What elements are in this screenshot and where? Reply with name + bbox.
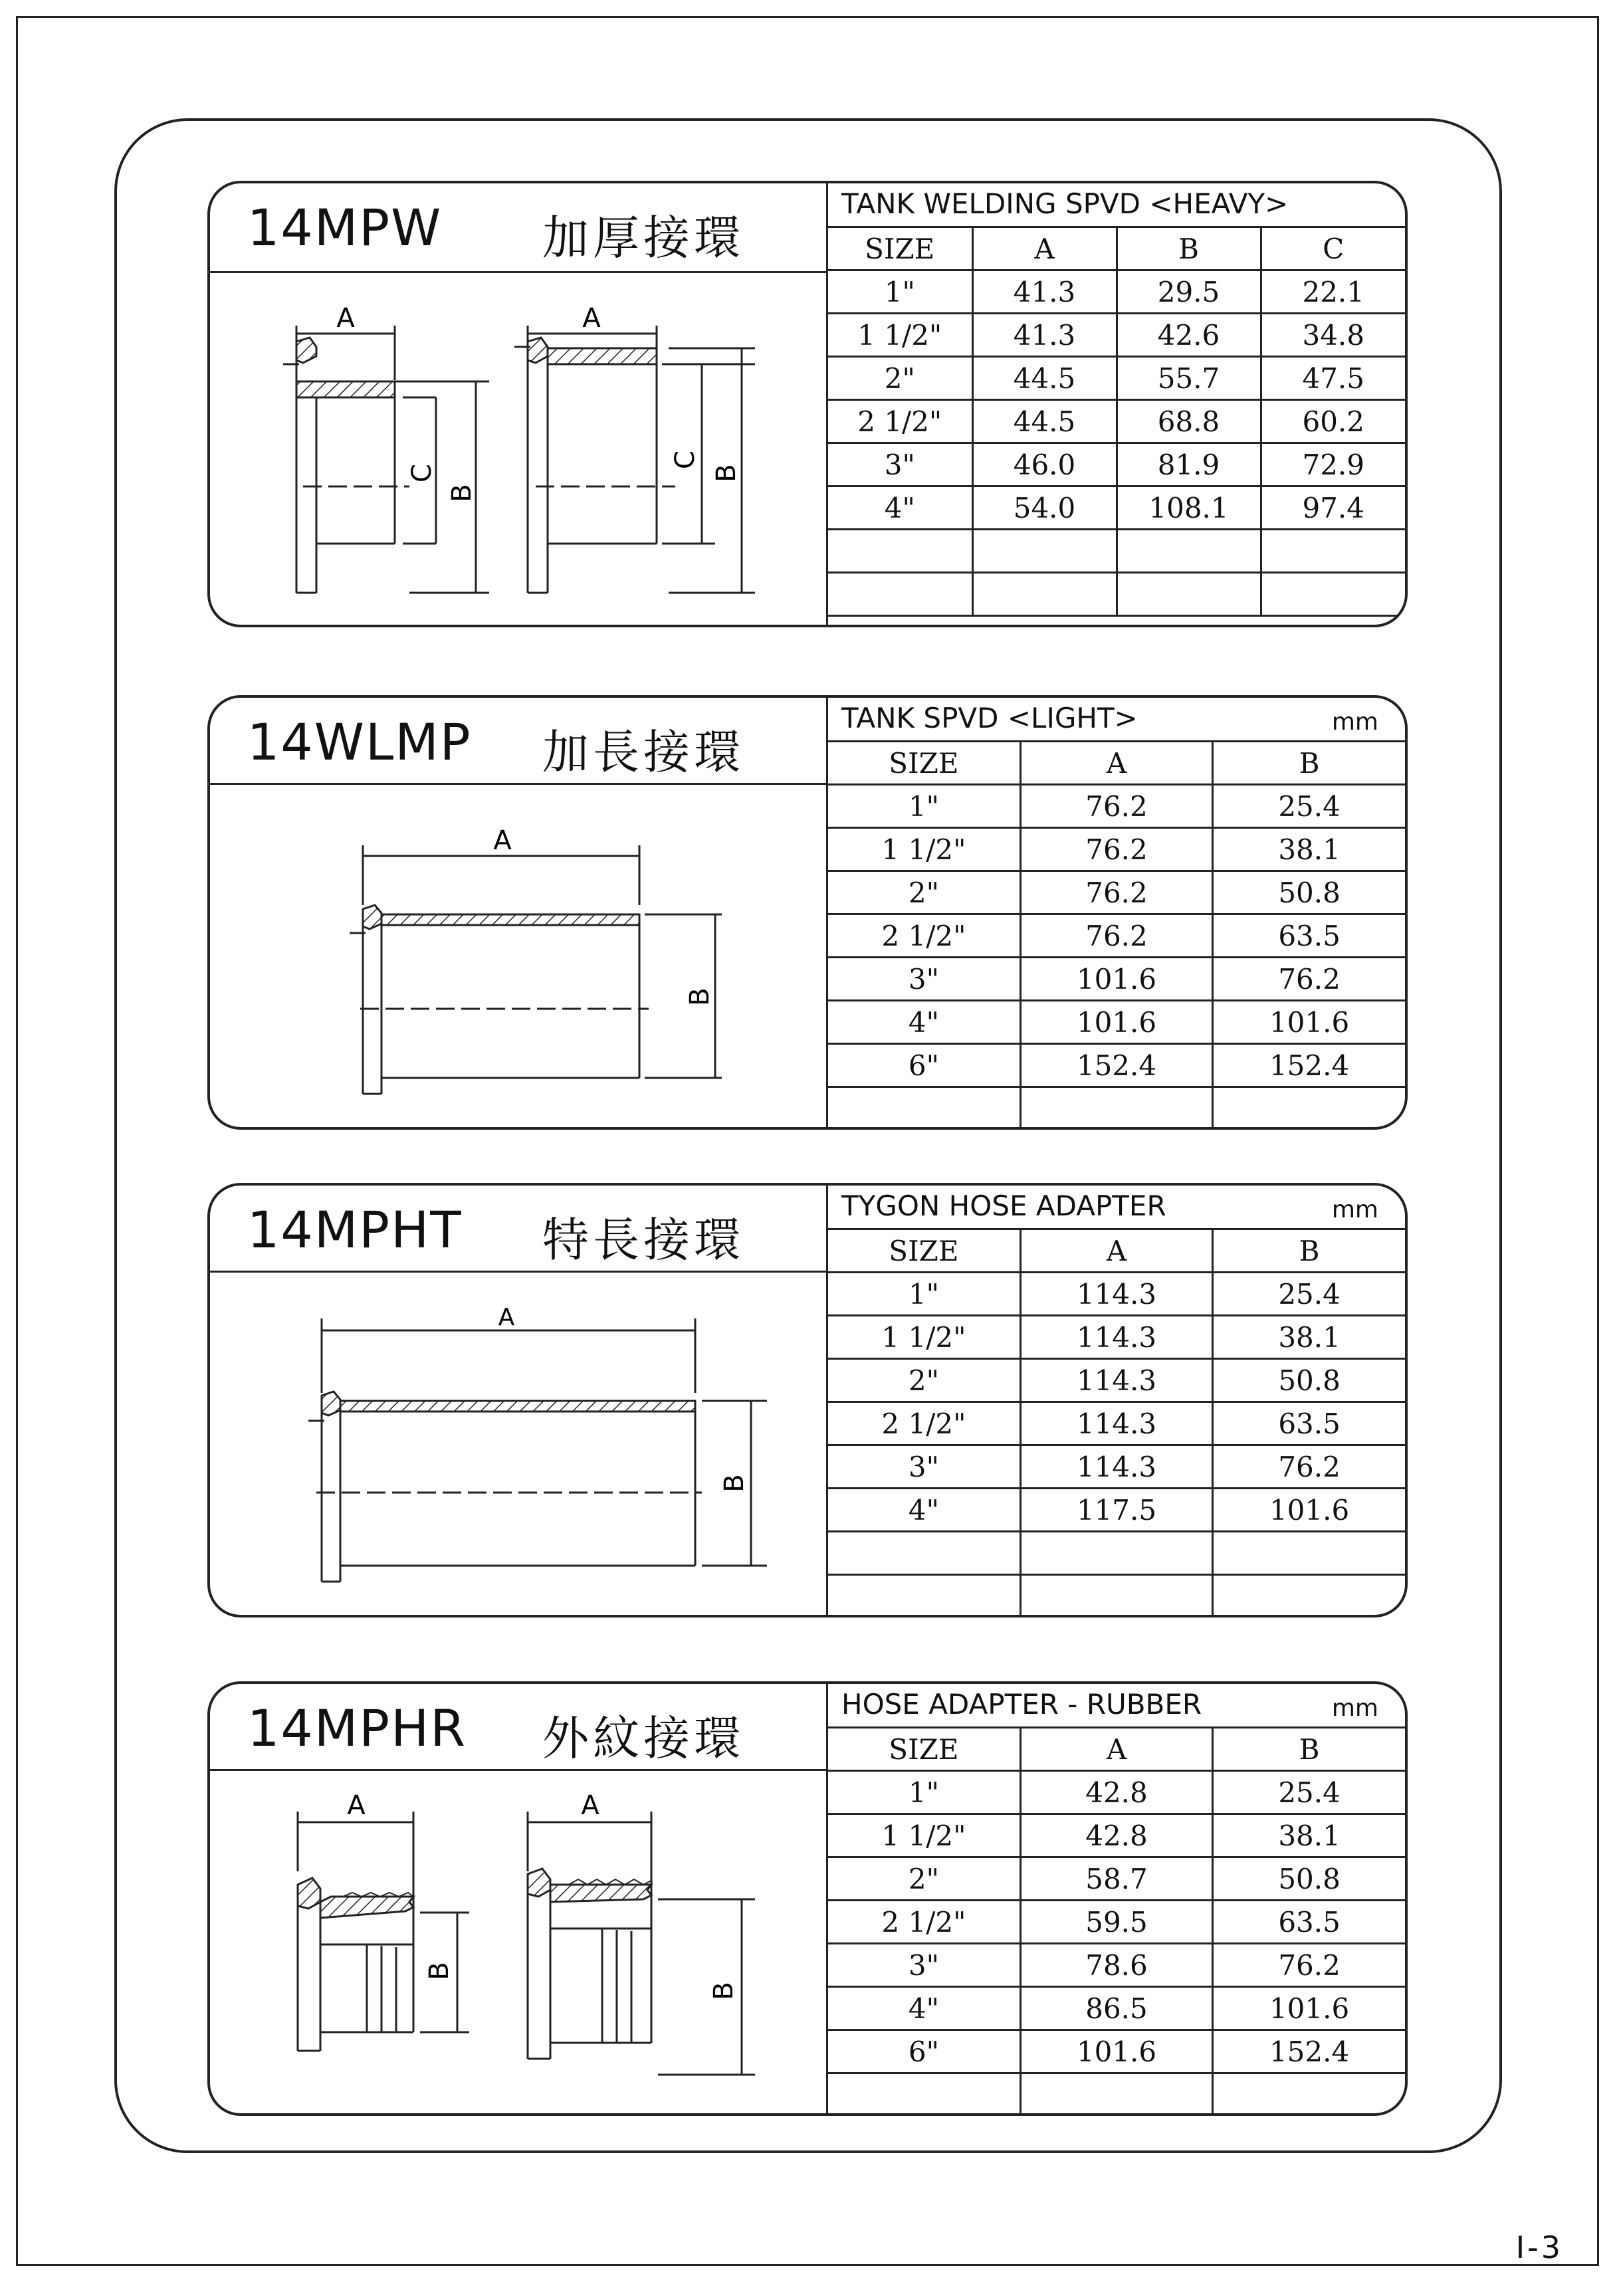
- table-cell: 25.4: [1213, 1273, 1405, 1316]
- column-header: B: [1213, 742, 1405, 785]
- table-cell: 60.2: [1261, 400, 1405, 443]
- table-row: [828, 1402, 1405, 1445]
- table-cell: 2 1/2": [828, 1402, 1020, 1445]
- table-cell: 22.1: [1261, 270, 1405, 314]
- table-cell: 3": [828, 1445, 1020, 1489]
- unit-label: mm: [1331, 1196, 1378, 1223]
- table-cell: [1117, 530, 1261, 573]
- table-cell: 2 1/2": [828, 400, 972, 443]
- table-title: TANK WELDING SPVD <HEAVY>: [841, 187, 1289, 220]
- table-cell: 4": [828, 1987, 1020, 2030]
- table-cell: 63.5: [1213, 1901, 1405, 1944]
- table-cell: 3": [828, 958, 1020, 1001]
- table-row: [828, 1273, 1405, 1316]
- model-code: 14MPHR: [247, 1699, 467, 1758]
- table-cell: [1213, 2073, 1405, 2117]
- column-header: A: [1020, 1229, 1212, 1273]
- dim-label-a: A: [336, 303, 355, 334]
- column-header: B: [1213, 1728, 1405, 1771]
- table-cell: 50.8: [1213, 871, 1405, 914]
- table-cell: [1020, 1532, 1212, 1575]
- table-cell: 68.8: [1117, 400, 1261, 443]
- table-cell: 76.2: [1020, 828, 1212, 871]
- technical-drawing: [210, 1273, 828, 1616]
- table-cell: 58.7: [1020, 1857, 1212, 1901]
- column-header: SIZE: [828, 742, 1020, 785]
- table-cell: [972, 573, 1117, 616]
- model-name-cn: 外紋接環: [542, 1711, 744, 1766]
- dim-label-b-2: B: [711, 464, 742, 482]
- table-cell: 63.5: [1213, 1402, 1405, 1445]
- table-cell: 1": [828, 1273, 1020, 1316]
- table-row: [828, 314, 1405, 357]
- table-row: [828, 1857, 1405, 1901]
- table-cell: 72.9: [1261, 443, 1405, 486]
- table-cell: 54.0: [972, 486, 1117, 530]
- table-header-row: [828, 1728, 1405, 1771]
- table-title: HOSE ADAPTER - RUBBER: [841, 1688, 1202, 1721]
- table-cell: 55.7: [1117, 357, 1261, 400]
- product-panel-14mpw: [207, 181, 1408, 627]
- table-cell: [1213, 1532, 1405, 1575]
- table-cell: [1020, 1575, 1212, 1618]
- fitting-drawing-14mpht: [210, 1273, 828, 1616]
- table-cell: 76.2: [1213, 958, 1405, 1001]
- table-row: [828, 443, 1405, 486]
- dim-label-b: B: [447, 484, 477, 502]
- table-cell: 2": [828, 1359, 1020, 1402]
- table-cell: 101.6: [1213, 1489, 1405, 1532]
- fitting-drawing-14mpw: [210, 274, 828, 626]
- dim-label-c: C: [407, 464, 437, 482]
- product-info: [210, 698, 828, 1127]
- table-cell: 4": [828, 486, 972, 530]
- table-cell: 114.3: [1020, 1359, 1212, 1402]
- technical-drawing: [210, 1772, 828, 2115]
- table-row: [828, 1316, 1405, 1359]
- table-title: TANK SPVD <LIGHT>: [841, 702, 1138, 734]
- table-row: [828, 828, 1405, 871]
- product-panel-14mpht: [207, 1183, 1408, 1618]
- table-cell: 4": [828, 1489, 1020, 1532]
- spec-table: [828, 1726, 1405, 2116]
- table-row: [828, 530, 1405, 573]
- table-row: [828, 1532, 1405, 1575]
- table-row: [828, 1489, 1405, 1532]
- table-row: [828, 486, 1405, 530]
- table-cell: 1 1/2": [828, 1316, 1020, 1359]
- table-cell: 1": [828, 1771, 1020, 1814]
- table-cell: 50.8: [1213, 1359, 1405, 1402]
- table-row: [828, 2073, 1405, 2117]
- table-cell: [828, 1532, 1020, 1575]
- table-cell: [1020, 2073, 1212, 2117]
- table-cell: 47.5: [1261, 357, 1405, 400]
- table-cell: 1 1/2": [828, 1814, 1020, 1857]
- page-number: I-3: [1515, 2230, 1563, 2265]
- column-header: B: [1117, 227, 1261, 270]
- title-divider: [210, 1271, 828, 1273]
- model-name-cn: 加長接環: [542, 725, 744, 780]
- model-code: 14WLMP: [247, 712, 472, 772]
- dim-label-a-2: A: [581, 1790, 599, 1821]
- table-cell: [1213, 1087, 1405, 1130]
- fitting-drawing-14mphr: [210, 1772, 828, 2115]
- table-row: [828, 958, 1405, 1001]
- spec-table-area: [826, 1684, 1405, 2113]
- column-header: SIZE: [828, 1728, 1020, 1771]
- table-row: [828, 1901, 1405, 1944]
- unit-label: mm: [1331, 1695, 1378, 1722]
- table-cell: 2 1/2": [828, 1901, 1020, 1944]
- table-row: [828, 1001, 1405, 1044]
- table-cell: 76.2: [1020, 914, 1212, 958]
- table-cell: [828, 1087, 1020, 1130]
- model-name-cn: 特長接環: [542, 1213, 744, 1267]
- table-cell: 42.8: [1020, 1771, 1212, 1814]
- table-cell: 152.4: [1213, 1044, 1405, 1087]
- table-cell: 38.1: [1213, 1814, 1405, 1857]
- table-row: [828, 357, 1405, 400]
- dim-label-a-2: A: [582, 303, 601, 334]
- table-cell: 25.4: [1213, 785, 1405, 828]
- table-cell: [1213, 1575, 1405, 1618]
- table-row: [828, 1814, 1405, 1857]
- table-cell: 6": [828, 2030, 1020, 2073]
- dim-label-b: B: [719, 1474, 750, 1493]
- table-row: [828, 1087, 1405, 1130]
- table-cell: 44.5: [972, 357, 1117, 400]
- table-row: [828, 573, 1405, 616]
- product-info: [210, 183, 828, 625]
- column-header: B: [1213, 1229, 1405, 1273]
- table-cell: 41.3: [972, 314, 1117, 357]
- title-divider: [210, 783, 828, 785]
- dim-label-a: A: [498, 1304, 515, 1331]
- table-cell: 86.5: [1020, 1987, 1212, 2030]
- dim-label-a: A: [347, 1790, 366, 1821]
- table-cell: 38.1: [1213, 828, 1405, 871]
- technical-drawing: [210, 274, 828, 626]
- product-info: [210, 1684, 828, 2113]
- table-cell: [828, 1575, 1020, 1618]
- product-panel-14mphr: [207, 1681, 1408, 2116]
- table-cell: 101.6: [1020, 2030, 1212, 2073]
- table-cell: 152.4: [1213, 2030, 1405, 2073]
- table-cell: 42.8: [1020, 1814, 1212, 1857]
- table-cell: 3": [828, 1944, 1020, 1987]
- title-divider: [210, 271, 828, 273]
- table-row: [828, 1987, 1405, 2030]
- table-cell: 101.6: [1213, 1987, 1405, 2030]
- table-cell: [972, 530, 1117, 573]
- table-cell: 50.8: [1213, 1857, 1405, 1901]
- table-row: [828, 1359, 1405, 1402]
- column-header: SIZE: [828, 1229, 1020, 1273]
- dim-label-c-2: C: [670, 451, 700, 469]
- column-header: A: [1020, 742, 1212, 785]
- table-cell: 1 1/2": [828, 314, 972, 357]
- table-cell: 2": [828, 1857, 1020, 1901]
- table-cell: [828, 530, 972, 573]
- table-cell: [1261, 573, 1405, 616]
- table-cell: 117.5: [1020, 1489, 1212, 1532]
- table-cell: 1 1/2": [828, 828, 1020, 871]
- table-cell: 152.4: [1020, 1044, 1212, 1087]
- dim-label-a: A: [493, 825, 512, 856]
- table-cell: 44.5: [972, 400, 1117, 443]
- table-cell: 76.2: [1213, 1944, 1405, 1987]
- table-cell: 2": [828, 871, 1020, 914]
- table-cell: 38.1: [1213, 1316, 1405, 1359]
- title-divider: [210, 1769, 828, 1771]
- column-header: SIZE: [828, 227, 972, 270]
- table-cell: 1": [828, 270, 972, 314]
- table-cell: 6": [828, 1044, 1020, 1087]
- table-cell: 114.3: [1020, 1273, 1212, 1316]
- spec-table-area: [826, 698, 1405, 1127]
- table-cell: 34.8: [1261, 314, 1405, 357]
- table-cell: 3": [828, 443, 972, 486]
- column-header: A: [1020, 1728, 1212, 1771]
- table-row: [828, 914, 1405, 958]
- table-cell: [1261, 530, 1405, 573]
- table-header-row: [828, 742, 1405, 785]
- table-row: [828, 785, 1405, 828]
- table-cell: [828, 573, 972, 616]
- table-cell: 1": [828, 785, 1020, 828]
- technical-drawing: [210, 785, 828, 1128]
- table-cell: 63.5: [1213, 914, 1405, 958]
- product-panel-14wlmp: [207, 695, 1408, 1130]
- table-cell: 114.3: [1020, 1402, 1212, 1445]
- table-row: [828, 2030, 1405, 2073]
- table-title: TYGON HOSE ADAPTER: [841, 1190, 1166, 1222]
- table-cell: 2 1/2": [828, 914, 1020, 958]
- table-row: [828, 1445, 1405, 1489]
- model-code: 14MPW: [247, 198, 443, 257]
- fitting-drawing-14wlmp: [210, 785, 828, 1128]
- spec-table: [828, 1228, 1405, 1618]
- table-cell: 76.2: [1213, 1445, 1405, 1489]
- spec-table: [828, 226, 1405, 617]
- dim-label-b-2: B: [708, 1982, 739, 2000]
- table-cell: 76.2: [1020, 785, 1212, 828]
- table-cell: 59.5: [1020, 1901, 1212, 1944]
- table-row: [828, 1771, 1405, 1814]
- table-cell: 46.0: [972, 443, 1117, 486]
- column-header: C: [1261, 227, 1405, 270]
- table-cell: 42.6: [1117, 314, 1261, 357]
- dim-label-b: B: [685, 988, 715, 1006]
- table-cell: 108.1: [1117, 486, 1261, 530]
- table-cell: [1020, 1087, 1212, 1130]
- table-row: [828, 1944, 1405, 1987]
- product-info: [210, 1186, 828, 1615]
- table-cell: 101.6: [1213, 1001, 1405, 1044]
- table-cell: 114.3: [1020, 1316, 1212, 1359]
- table-cell: 101.6: [1020, 1001, 1212, 1044]
- spec-table: [828, 740, 1405, 1130]
- unit-label: mm: [1331, 708, 1378, 736]
- table-cell: 41.3: [972, 270, 1117, 314]
- table-row: [828, 871, 1405, 914]
- dim-label-b: B: [424, 1962, 455, 1980]
- table-row: [828, 400, 1405, 443]
- table-cell: 2": [828, 357, 972, 400]
- table-cell: 97.4: [1261, 486, 1405, 530]
- table-cell: 81.9: [1117, 443, 1261, 486]
- table-cell: 101.6: [1020, 958, 1212, 1001]
- model-name-cn: 加厚接環: [542, 211, 744, 265]
- table-cell: 78.6: [1020, 1944, 1212, 1987]
- table-cell: 25.4: [1213, 1771, 1405, 1814]
- table-cell: 4": [828, 1001, 1020, 1044]
- table-header-row: [828, 227, 1405, 270]
- table-cell: 29.5: [1117, 270, 1261, 314]
- spec-table-area: [826, 183, 1405, 625]
- model-code: 14MPHT: [247, 1200, 463, 1259]
- spec-table-area: [826, 1186, 1405, 1615]
- table-row: [828, 1044, 1405, 1087]
- table-row: [828, 1575, 1405, 1618]
- table-cell: [1117, 573, 1261, 616]
- table-header-row: [828, 1229, 1405, 1273]
- table-cell: [828, 2073, 1020, 2117]
- table-cell: 114.3: [1020, 1445, 1212, 1489]
- table-cell: 76.2: [1020, 871, 1212, 914]
- column-header: A: [972, 227, 1117, 270]
- table-row: [828, 270, 1405, 314]
